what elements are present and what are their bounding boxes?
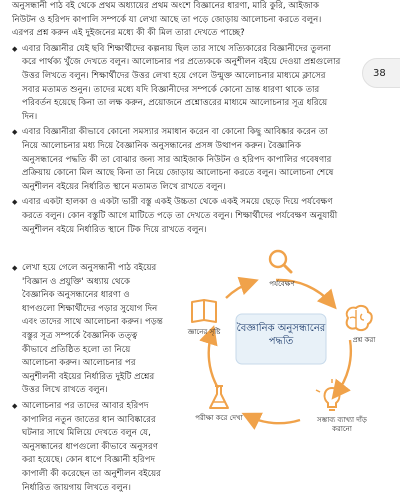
flask-icon: [210, 386, 228, 408]
scientific-method-diagram: [172, 236, 398, 468]
step-label-knowledge: জ্ঞানের সৃষ্টি: [187, 328, 221, 336]
arrow-5: [226, 282, 252, 298]
book-icon: [192, 300, 216, 322]
step-label-experiment: পরীক্ষা করে দেখা: [195, 414, 243, 422]
magnifier-icon: [270, 251, 291, 272]
center-label: [236, 322, 326, 348]
paragraph-bullet-haripada: ◆ আলোচনার পর তাদের আবার হরিপদ কাপালির নতুন জাতের ধান আবিষ্কারের ঘটনার সাথে মিলিয়ে দেখতে বলুন যে, অনুসন্ধানের ধাপগুলো কীভাবে অনুসরণ করা হয়েছে। কোন ধাপে বিজ্ঞানী হরিপদ কাপালী কী করেছেন তা অনুশীলন বইয়ের নির্ধারিত জায়গায় লিখতে বলুন।: [12, 400, 164, 495]
paragraph-bullet-compare: ◆ এবার বিজ্ঞানীর যেই ছবি শিক্ষার্থীদের কল্পনায় ছিল তার সাথে সত্যিকারের বিজ্ঞানীদের তুলনা করে পার্থক্য খুঁজে দেখতে বলুন। আলোচনার পর প্রত্যেককে অনুশীলন বইয়ে দেওয়া প্রশ্নগুলোর উত্তর লিখতে বলুন। শিক্ষার্থীদের উত্তর লেখা হয়ে গেলে উন্মুক্ত আলোচনার মাধ্যমে ক্লাসের সবার মতামত শুনুন। তাদের মধ্যে যদি বিজ্ঞানীদের সম্পর্কে কোনো ভ্রান্ত ধারণা থাকে তার পরিবর্তন হয়েছে কিনা তা লক্ষ করুন, প্রয়োজনে প্রশ্নোত্তরের মাধ্যমে আলোচনার সূত্র ধরিয়ে দিন।: [12, 43, 342, 125]
brain-icon: [347, 306, 372, 330]
upper-text-column: [12, 0, 342, 239]
arrow-2: [336, 340, 351, 394]
center-label-text: বৈজ্ঞানিক অনুসন্ধানের পদ্ধতি: [236, 323, 326, 347]
step-label-observation: পর্যবেক্ষণ: [269, 280, 295, 288]
paragraph-intro: অনুসন্ধানী পাঠ বই থেকে প্রথম অধ্যায়ের প্রথম অংশে বিজ্ঞানের ধারণা, মারি কুরি, আইজাক নিউটন ও হরিপদ কাপালি সম্পর্কে যা লেখা আছে তা পড়ে জোড়ায় আলোচনা করতে বলুন। এরপর প্রশ্ন করুন এই দুইজনের মধ্যে কী কী মিল তারা দেখতে পাচ্ছে?: [12, 1, 322, 39]
lower-text-column: [12, 262, 164, 497]
arrow-4: [209, 332, 218, 388]
page-number: 38: [373, 67, 386, 79]
step-label-hypothesis: সম্ভাব্য ব্যাখ্যা দাঁড় করানো: [317, 416, 367, 433]
page-number-tab: [362, 58, 400, 88]
paragraph-bullet-method: ◆ এবার বিজ্ঞানীরা কীভাবে কোনো সমস্যার সমাধান করেন বা কোনো কিছু আবিষ্কার করেন তা নিয়ে আলোচনার মধ্য দিয়ে বৈজ্ঞানিক অনুসন্ধানের প্রসঙ্গ উত্থাপন করুন। বৈজ্ঞানিক অনুসন্ধানের পদ্ধতি কী তা বোঝার জন্য সার আইজাক নিউটন ও হরিপদ কাপালির গবেষণার প্রক্রিয়ায় কোনো মিল আছে কিনা তা নিয়ে জোড়ায় আলোচনা করতে বলুন। আলোচনা শেষে অনুশীলন বইয়ের নির্ধারিত স্থানে মতামত লিখে রাখতে বলুন।: [12, 126, 342, 194]
paragraph-bullet-experiment: ◆ এবার একটা হালকা ও একটা ভারী বস্তু একই উচ্চতা থেকে একই সময়ে ছেড়ে দিয়ে পর্যবেক্ষণ করতে বলুন। কোন বস্তুটি আগে মাটিতে পড়ে তা দেখতে বলুন। শিক্ষার্থীদের পর্যবেক্ষণ অনুযায়ী অনুশীলন বইয়ে নির্ধারিত স্থানে টিক দিয়ে রাখতে বলুন।: [12, 196, 342, 237]
arrow-3: [248, 416, 300, 423]
step-label-question: প্রশ্ন করা: [352, 336, 376, 344]
paragraph-bullet-reading: ◆ লেখা হয়ে গেলে অনুসন্ধানী পাঠ বইয়ের 'বিজ্ঞান ও প্রযুক্তি' অধ্যায় থেকে বৈজ্ঞানিক অনুসন্ধানের ধারণা ও ধাপগুলো শিক্ষার্থীদের পড়ার সুযোগ দিন এবং তাদের সাথে আলোচনা করুন। পড়ন্ত বস্তুর সূত্র সম্পর্কে বৈজ্ঞানিক তত্ত্ব কীভাবে প্রতিষ্ঠিত হলো তা নিয়ে আলোচনা করুন। আলোচনার পর অনুশীলনী বইয়ের নির্ধারিত দুইটি প্রশ্নের উত্তর লিখে রাখতে বলুন।: [12, 262, 164, 398]
